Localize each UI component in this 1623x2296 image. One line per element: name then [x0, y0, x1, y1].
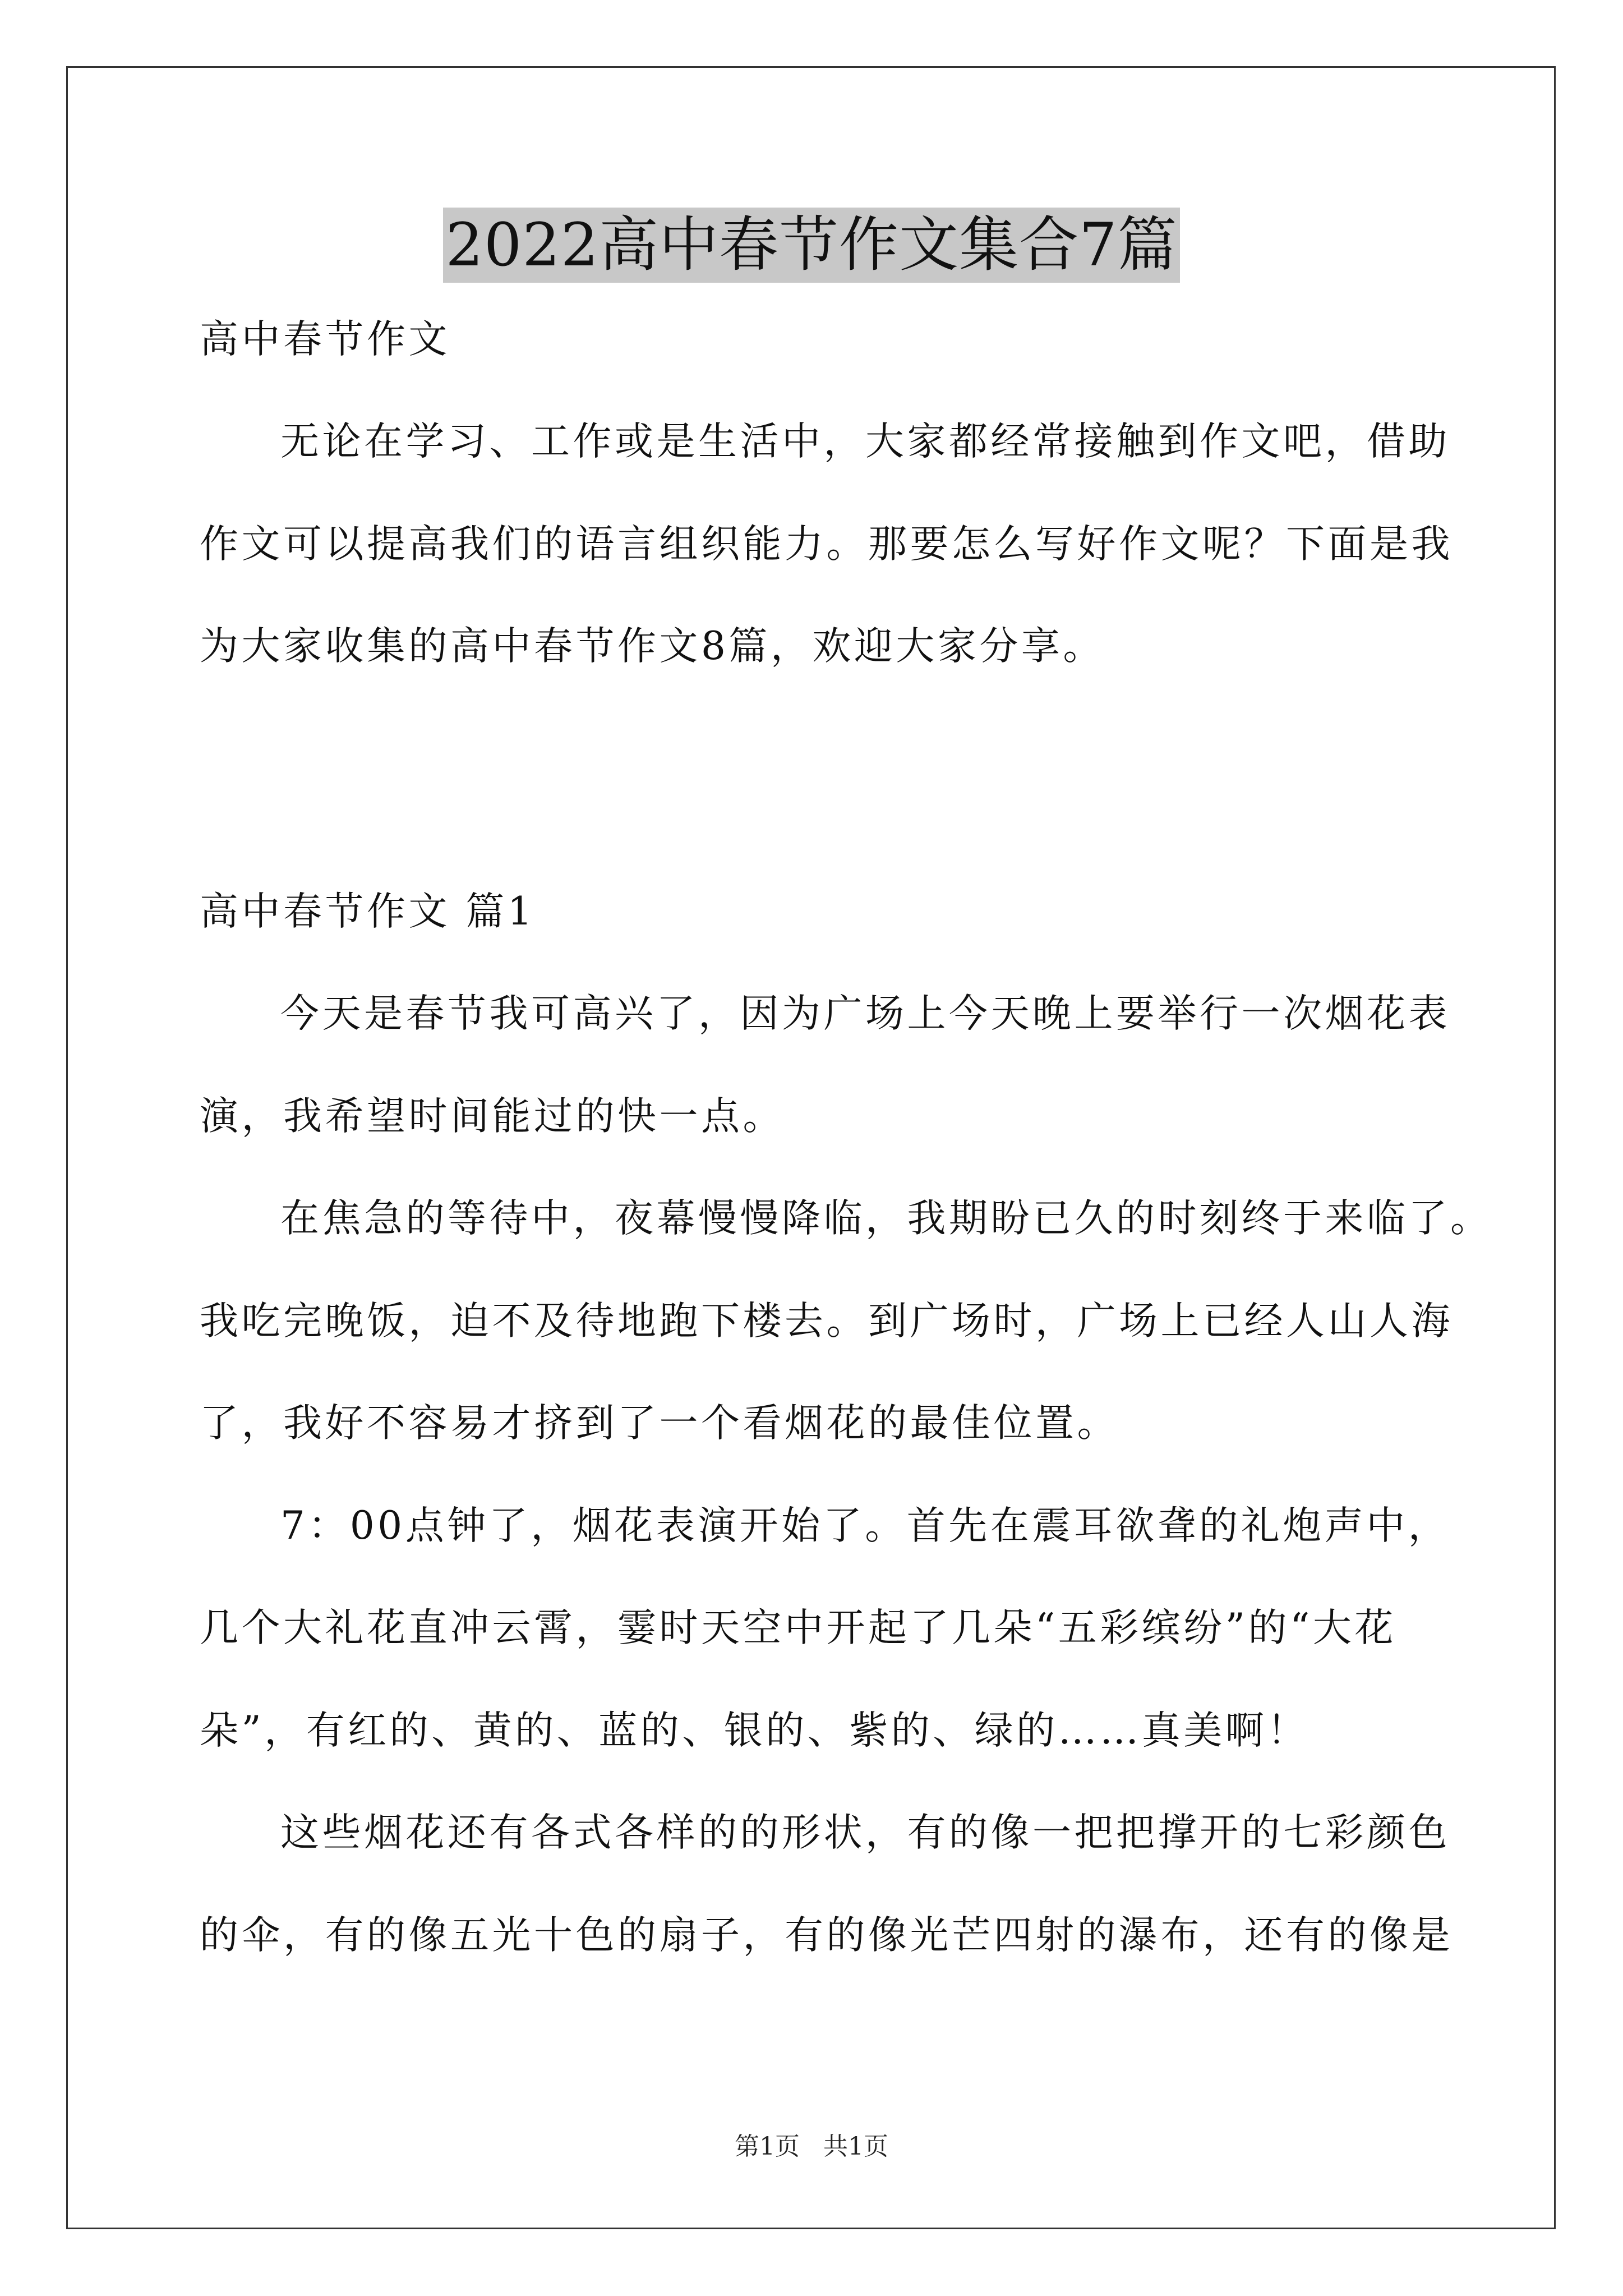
- intro-paragraph-line: 为大家收集的高中春节作文8篇，欢迎大家分享。: [200, 624, 1105, 669]
- paragraph-line: 7：00点钟了，烟花表演开始了。首先在震耳欲聋的礼炮声中，: [280, 1503, 1450, 1548]
- paragraph-line: 几个大礼花直冲云霄，霎时天空中开起了几朵“五彩缤纷”的“大花: [200, 1605, 1396, 1650]
- page-number-footer: 第1页 共1页: [735, 2132, 888, 2161]
- paragraph-line: 这些烟花还有各式各样的的形状，有的像一把把撑开的七彩颜色: [280, 1810, 1450, 1855]
- intro-paragraph-line: 无论在学习、工作或是生活中，大家都经常接触到作文吧，借助: [280, 419, 1450, 464]
- paragraph-line: 朵”，有红的、黄的、蓝的、银的、紫的、绿的……真美啊！: [200, 1708, 1309, 1753]
- paragraph-line: 在焦急的等待中，夜幕慢慢降临，我期盼已久的时刻终于来临了。: [280, 1196, 1492, 1241]
- page-border: [66, 66, 1556, 2229]
- paragraph-line: 我吃完晚饭，迫不及待地跑下楼去。到广场时，广场上已经人山人海: [200, 1299, 1453, 1343]
- chapter-heading: 高中春节作文 篇1: [200, 889, 536, 934]
- document-title: 2022高中春节作文集合7篇: [443, 208, 1179, 283]
- paragraph-line: 演，我希望时间能过的快一点。: [200, 1094, 785, 1139]
- paragraph-line: 了，我好不容易才挤到了一个看烟花的最佳位置。: [200, 1401, 1119, 1446]
- paragraph-line: 的伞，有的像五光十色的扇子，有的像光芒四射的瀑布，还有的像是: [200, 1913, 1453, 1958]
- section-heading: 高中春节作文: [200, 317, 450, 362]
- title-container: [0, 208, 1623, 283]
- paragraph-line: 今天是春节我可高兴了，因为广场上今天晚上要举行一次烟花表: [280, 991, 1450, 1036]
- intro-paragraph-line: 作文可以提高我们的语言组织能力。那要怎么写好作文呢？下面是我: [200, 522, 1453, 567]
